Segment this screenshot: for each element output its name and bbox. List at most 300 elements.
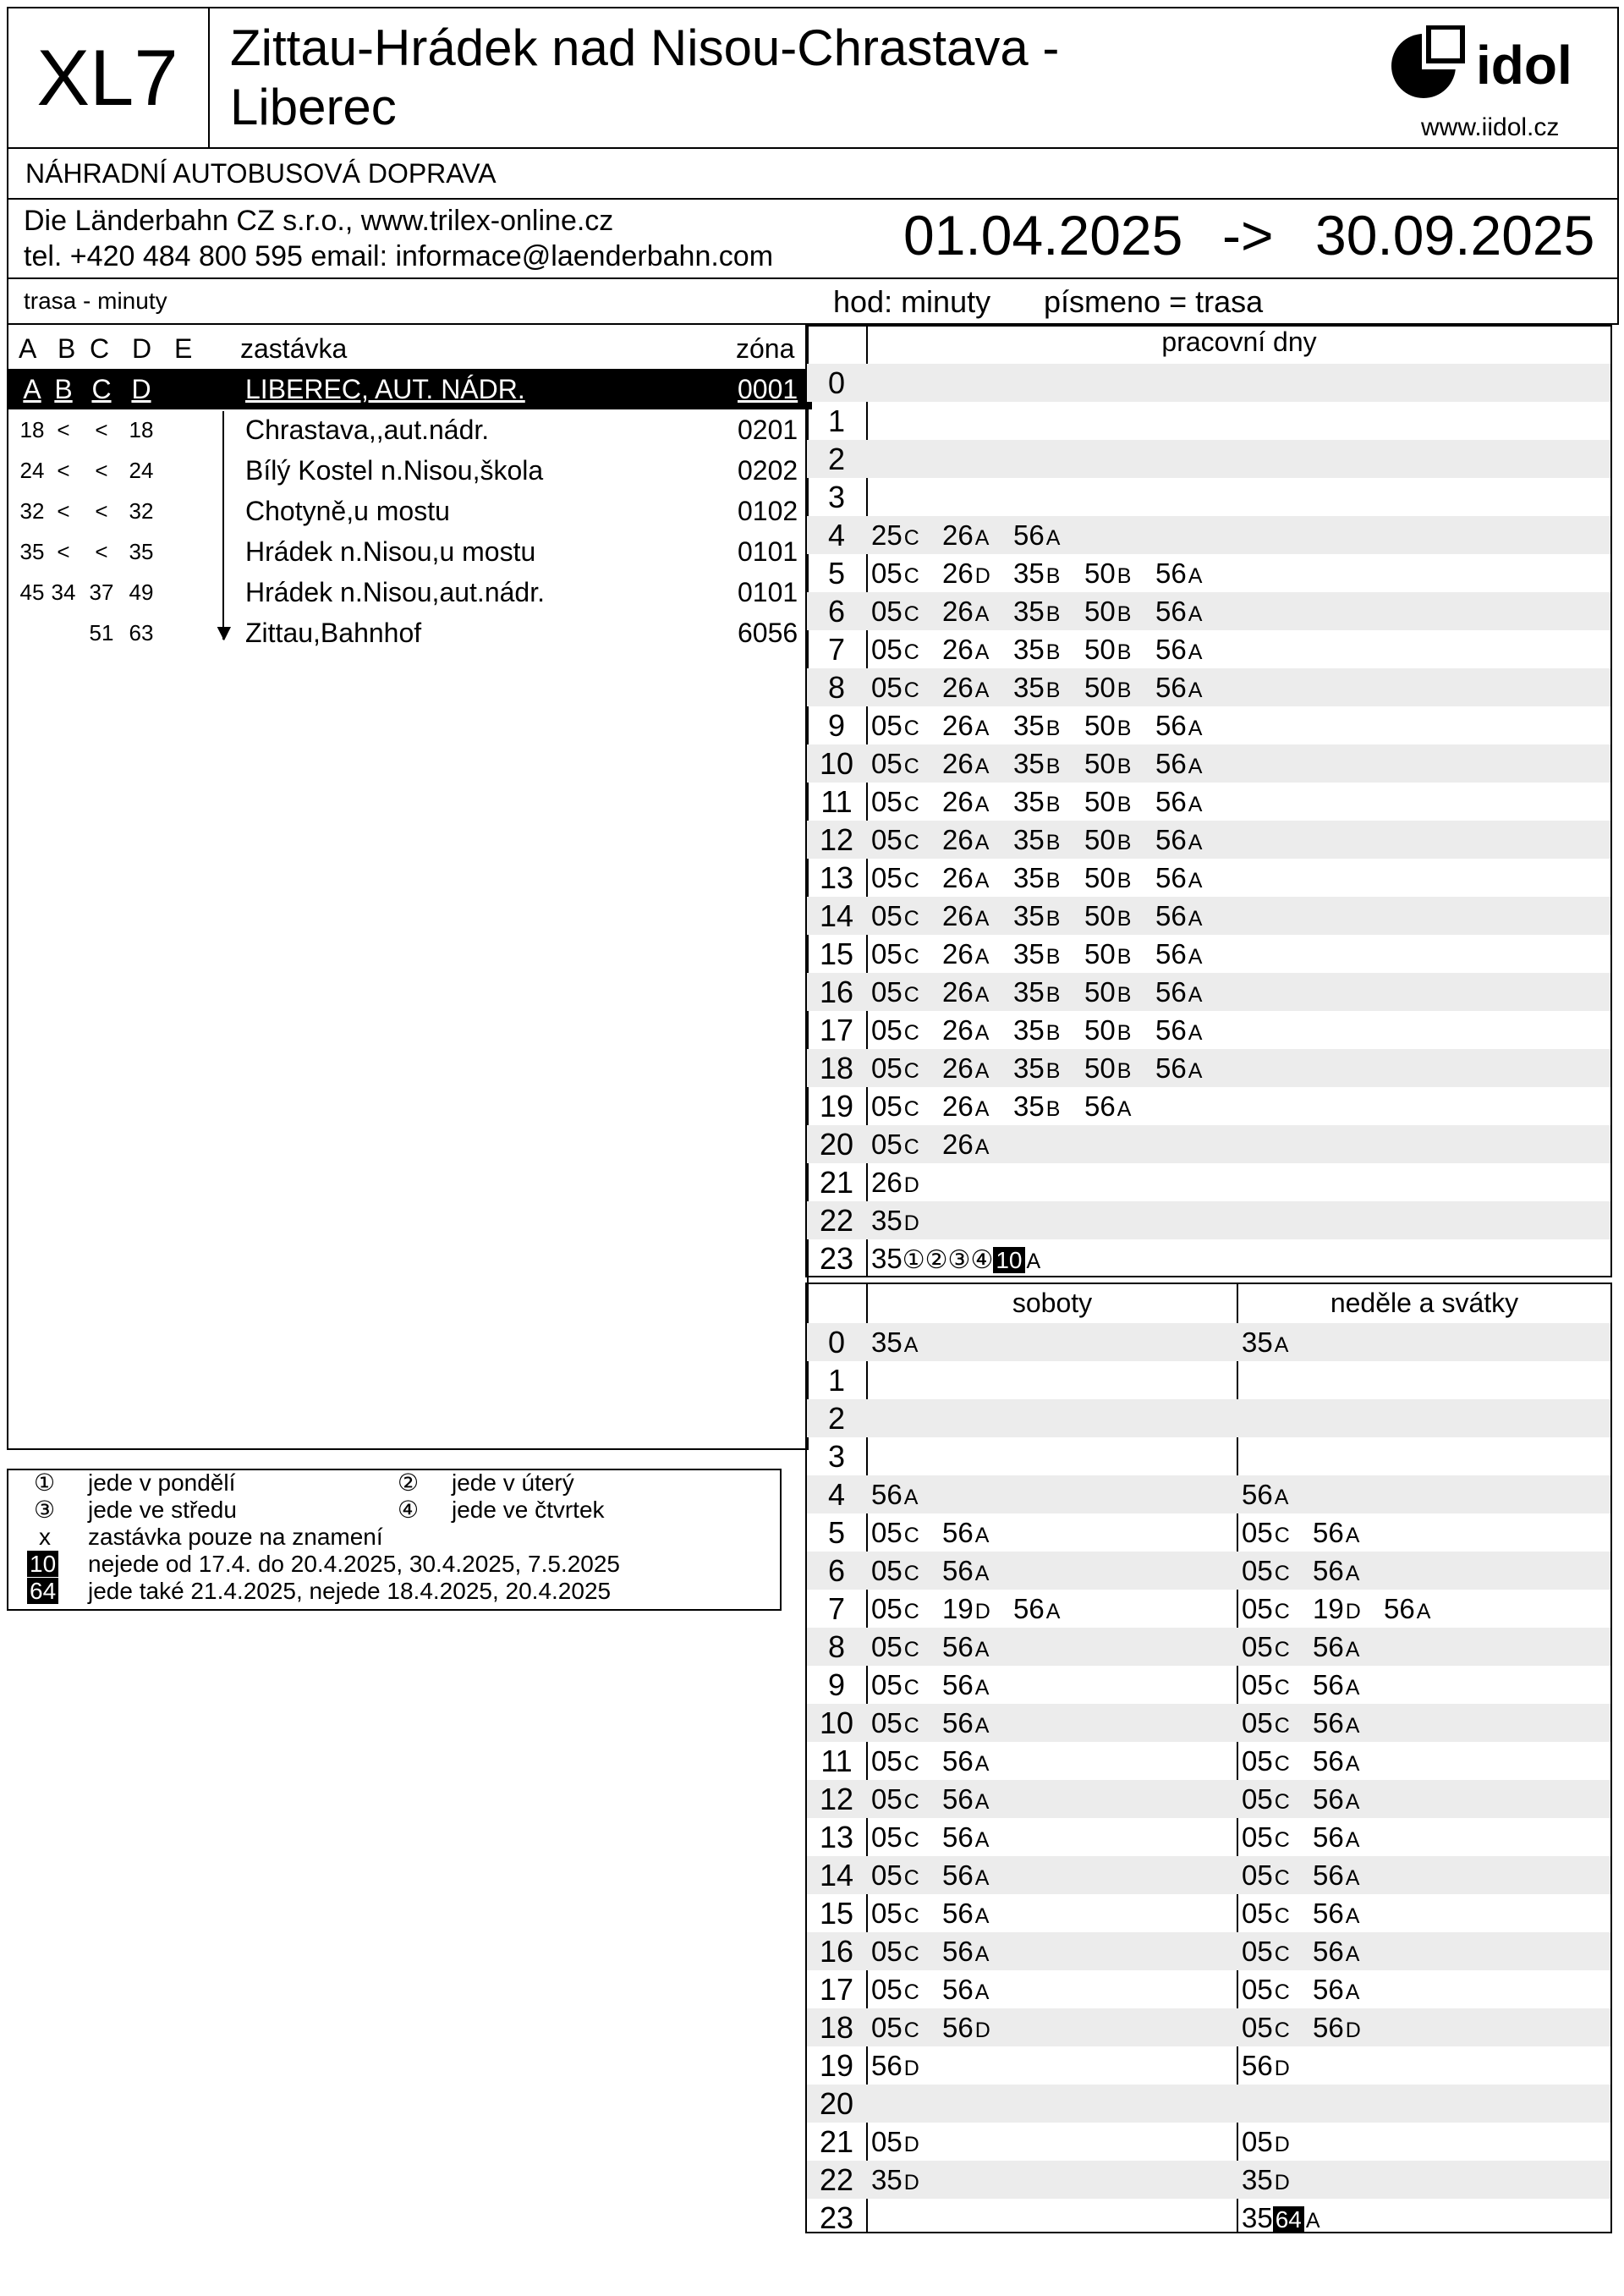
departure <box>1084 1049 1131 1090</box>
route-letter: A <box>1345 1790 1360 1814</box>
departure <box>871 935 919 976</box>
route-letter: C <box>903 1097 919 1121</box>
departure-minute: 35 <box>1013 900 1045 931</box>
weekend-row <box>807 2123 1610 2161</box>
validity-from: 01.04.2025 <box>903 204 1183 266</box>
departure-minute: 56 <box>871 1479 903 1510</box>
legend-letter-route: písmeno = trasa <box>1044 284 1264 319</box>
stop-time-c: 37 <box>89 579 114 605</box>
workday-row <box>807 364 1610 402</box>
stop-time-c: C <box>91 374 112 404</box>
departure-minute: 35 <box>1013 824 1045 855</box>
hour-label: 8 <box>827 670 846 705</box>
departure-minute: 19 <box>942 1593 974 1624</box>
departure-minute: 35 <box>871 1205 903 1236</box>
departure <box>1242 1856 1290 1898</box>
route-letter: B <box>1116 640 1132 664</box>
hour-label: 14 <box>819 898 854 933</box>
weekend-row <box>807 1323 1610 1361</box>
note-request-stop-symbol: x <box>39 1524 51 1550</box>
weekend-row <box>807 1628 1610 1666</box>
departure <box>942 706 989 748</box>
hour-label: 21 <box>819 2124 854 2159</box>
route-letter: B <box>1116 869 1132 893</box>
departure <box>871 1894 919 1936</box>
stops-header <box>8 325 807 369</box>
stop-row <box>8 409 812 450</box>
departure-minute: 05 <box>1242 1974 1273 2005</box>
departure-minute: 50 <box>1084 748 1116 779</box>
route-letter: B <box>1116 907 1132 931</box>
stop-time-d: 32 <box>129 498 154 524</box>
route-letter: A <box>974 983 990 1007</box>
departure <box>871 1856 919 1898</box>
hour-label: 17 <box>819 1013 854 1047</box>
route-letter: A <box>974 1752 990 1776</box>
departure <box>1084 821 1131 862</box>
route-letter: A <box>974 526 990 550</box>
route-title-line1: Zittau-Hrádek nad Nisou-Chrastava - <box>230 19 1060 76</box>
route-letter: A <box>974 1980 990 2004</box>
hour-label: 14 <box>819 1858 854 1892</box>
departure-minute: 05 <box>1242 1593 1273 1624</box>
departure <box>1013 1049 1060 1090</box>
departure <box>1313 1932 1359 1974</box>
departure-minute: 26 <box>942 519 974 551</box>
departure-minute: 26 <box>942 634 974 665</box>
route-letter: C <box>903 1866 919 1890</box>
departure-minute: 56 <box>1155 862 1187 893</box>
departure-minute: 05 <box>871 1631 903 1662</box>
route-letter: D <box>1274 2057 1290 2080</box>
line-code: XL7 <box>7 7 210 149</box>
departure <box>871 1970 919 2012</box>
route-letter: A <box>1188 1059 1203 1083</box>
route-letter: C <box>903 1980 919 2004</box>
departure-minute: 35 <box>1242 1327 1273 1358</box>
departure-minute: 50 <box>1084 976 1116 1008</box>
departure <box>1242 1513 1290 1555</box>
route-letter: D <box>974 1600 990 1623</box>
stop-time-d: 35 <box>129 539 154 564</box>
departure-minute: 56 <box>942 1555 974 1586</box>
route-letter: B <box>1116 1021 1132 1045</box>
departure-minute: 05 <box>871 1783 903 1815</box>
note-request-stop-text: zastávka pouze na znamení <box>88 1524 383 1550</box>
weekend-row <box>807 1666 1610 1704</box>
departure <box>1084 668 1131 710</box>
hour-label: 12 <box>819 1782 854 1816</box>
departure-minute: 26 <box>942 1129 974 1160</box>
stop-zone: 6056 <box>738 618 798 648</box>
route-letter: A <box>974 869 990 893</box>
hour-label: 17 <box>819 1972 854 2007</box>
route-letter: B <box>1045 907 1061 931</box>
departure-minute: 05 <box>1242 1859 1273 1891</box>
workday-row <box>807 935 1610 973</box>
departure-minute: 50 <box>1084 938 1116 969</box>
stop-time-c: 51 <box>89 620 114 645</box>
departure <box>942 1970 989 2012</box>
service-type: NÁHRADNÍ AUTOBUSOVÁ DOPRAVA <box>7 147 1619 200</box>
departure <box>942 1856 989 1898</box>
departure-minute: 26 <box>942 824 974 855</box>
departure-minute: 56 <box>1155 938 1187 969</box>
legend-header <box>7 277 1619 325</box>
weekend-row <box>807 1399 1610 1437</box>
route-letter: C <box>903 945 919 969</box>
departure-minute: 05 <box>1242 1517 1273 1548</box>
departure <box>942 1049 989 1090</box>
route-letter: A <box>1188 907 1203 931</box>
departure-minute: 05 <box>871 748 903 779</box>
note-wednesday-text: jede ve středu <box>88 1497 237 1523</box>
stops-panel <box>7 325 809 1450</box>
departure-minute: 35 <box>1013 1052 1045 1084</box>
departure <box>942 516 989 558</box>
departure <box>1084 897 1131 938</box>
stop-row <box>8 450 812 491</box>
departure <box>1155 668 1202 710</box>
departure <box>1084 1087 1131 1129</box>
route-title-line2: Liberec <box>230 79 397 135</box>
hour-label: 2 <box>827 442 846 476</box>
operator-line2: tel. +420 484 800 595 email: informace@laenderbahn.com <box>24 240 774 272</box>
departure <box>1313 1856 1359 1898</box>
departure <box>1013 897 1060 938</box>
weekend-row <box>807 1742 1610 1780</box>
route-letter: A <box>1026 1250 1041 1273</box>
departure <box>871 1742 919 1783</box>
route-letter: A <box>1345 1676 1360 1700</box>
departure <box>1384 1590 1430 1631</box>
hour-label: 8 <box>827 1629 846 1664</box>
weekend-row <box>807 1361 1610 1399</box>
route-letter: C <box>1274 1790 1290 1814</box>
weekend-row <box>807 2008 1610 2046</box>
stop-time-b: < <box>57 458 70 483</box>
route-letter: B <box>1045 717 1061 740</box>
weekend-row <box>807 1437 1610 1475</box>
route-letter: A <box>974 1676 990 1700</box>
hour-label: 11 <box>820 784 853 819</box>
departure-minute: 35 <box>871 2164 903 2195</box>
departure <box>1313 1628 1359 1669</box>
departure-minute: 56 <box>871 2050 903 2081</box>
route-letter: A <box>974 1828 990 1852</box>
departure-minute: 56 <box>942 1631 974 1662</box>
route-letter: A <box>974 755 990 778</box>
route-letter: A <box>974 717 990 740</box>
route-letter: B <box>1045 793 1061 816</box>
departure-minute: 35 <box>871 1327 903 1358</box>
departure <box>871 2123 919 2164</box>
stop-time-c: < <box>95 498 108 524</box>
departure-minute: 56 <box>942 1783 974 1815</box>
workday-row <box>807 1011 1610 1049</box>
stop-time-b: 34 <box>51 579 76 605</box>
departure-minute: 56 <box>942 1745 974 1777</box>
departure-minute: 05 <box>1242 1745 1273 1777</box>
route-letter: B <box>1116 564 1132 588</box>
hour-label: 6 <box>827 1553 846 1588</box>
route-letter: A <box>1045 1600 1061 1623</box>
departure-minute: 05 <box>871 1974 903 2005</box>
saturday-title: soboty <box>1012 1288 1093 1318</box>
hour-label: 20 <box>819 1127 854 1162</box>
workdays-title: pracovní dny <box>1161 327 1317 357</box>
hour-label: 7 <box>827 1591 846 1626</box>
route-letter: A <box>1188 945 1203 969</box>
workday-row <box>807 859 1610 897</box>
departure-minute: 26 <box>942 862 974 893</box>
col-e-header: E <box>174 333 193 364</box>
hour-label: 9 <box>827 1667 846 1702</box>
departure-minute: 56 <box>1155 1052 1187 1084</box>
workday-row <box>807 1049 1610 1087</box>
note-tuesday-text: jede v úterý <box>452 1469 574 1496</box>
departure <box>942 1628 989 1669</box>
route-letter: C <box>903 1942 919 1966</box>
departure-minute: 56 <box>1155 634 1187 665</box>
workday-row <box>807 402 1610 440</box>
departure-minute: 26 <box>942 976 974 1008</box>
route-letter: A <box>1188 1021 1203 1045</box>
stop-zone: 0001 <box>738 374 798 404</box>
departure-minute: 35 <box>1013 596 1045 627</box>
route-letter: B <box>1116 678 1132 702</box>
departure-minute: 35 <box>1013 1014 1045 1046</box>
departure <box>942 859 989 900</box>
departure <box>1155 554 1202 596</box>
hour-label: 11 <box>820 1744 853 1778</box>
stop-zone: 0101 <box>738 536 798 567</box>
departure <box>942 935 989 976</box>
departure <box>1313 1742 1359 1783</box>
departure-minute: 50 <box>1084 786 1116 817</box>
departure-minute: 05 <box>871 1517 903 1548</box>
departure-minute: 35 <box>1013 672 1045 703</box>
hour-label: 1 <box>827 1363 846 1398</box>
departure-minute: 05 <box>871 1859 903 1891</box>
weekend-row <box>807 1590 1610 1628</box>
departure <box>1242 1742 1290 1783</box>
departure-minute: 05 <box>871 1936 903 1967</box>
departure-minute: 35 <box>1013 862 1045 893</box>
departure-minute: 35 <box>1013 786 1045 817</box>
route-letter: A <box>1188 869 1203 893</box>
hour-label: 2 <box>827 1401 846 1436</box>
departure <box>1242 2199 1320 2240</box>
stop-zone: 0201 <box>738 415 798 445</box>
route-letter: C <box>1274 1752 1290 1776</box>
departure <box>1242 2008 1290 2050</box>
route-letter: A <box>1188 793 1203 816</box>
departure-minute: 05 <box>871 1898 903 1929</box>
workday-row <box>807 440 1610 478</box>
hour-label: 7 <box>827 632 846 667</box>
departure <box>942 630 989 672</box>
departure-minute: 05 <box>871 710 903 741</box>
departure <box>871 554 919 596</box>
departure <box>942 1932 989 1974</box>
departure-minute: 05 <box>871 1052 903 1084</box>
route-letter: D <box>903 2133 919 2156</box>
route-letter: A <box>974 793 990 816</box>
departure-minute: 05 <box>871 1090 903 1122</box>
departure-minute: 56 <box>942 1859 974 1891</box>
hour-label: 16 <box>819 1934 854 1969</box>
departure <box>942 821 989 862</box>
stop-time-c: < <box>95 458 108 483</box>
route-letter: A <box>974 1942 990 1966</box>
departure-minute: 56 <box>1384 1593 1415 1624</box>
departure <box>942 897 989 938</box>
route-letter: D <box>903 1211 919 1235</box>
departure-minute: 56 <box>1313 1555 1344 1586</box>
workday-row <box>807 516 1610 554</box>
departure <box>871 592 919 634</box>
route-letter: A <box>903 1486 919 1509</box>
departure-minute: 05 <box>871 1669 903 1700</box>
route-letter: C <box>903 983 919 1007</box>
departure-minute: 05 <box>1242 1898 1273 1929</box>
departure <box>871 1628 919 1669</box>
hour-label: 1 <box>827 404 846 438</box>
departure-minute: 25 <box>871 519 903 551</box>
route-letter: C <box>903 678 919 702</box>
weekend-row <box>807 1704 1610 1742</box>
route-letter: A <box>1305 2209 1320 2233</box>
route-letter: C <box>1274 1562 1290 1585</box>
departure <box>1313 1780 1359 1821</box>
route-letter: B <box>1045 869 1061 893</box>
departure <box>1013 783 1060 824</box>
departure <box>1313 1666 1359 1707</box>
hour-label: 10 <box>819 1706 854 1740</box>
departure <box>1084 973 1131 1014</box>
route-letter: C <box>903 640 919 664</box>
route-letter: C <box>903 1790 919 1814</box>
route-title <box>211 7 1311 149</box>
stop-time-a: 18 <box>19 417 45 442</box>
departure <box>871 1239 1040 1281</box>
note-tuesday-symbol: ② <box>398 1469 420 1496</box>
departure-minute: 05 <box>871 2012 903 2043</box>
route-letter: A <box>1416 1600 1431 1623</box>
weekday-mark: ① <box>902 1246 925 1274</box>
departure <box>1084 783 1131 824</box>
route-letter: B <box>1045 640 1061 664</box>
departure-minute: 05 <box>871 596 903 627</box>
route-letter: A <box>1188 983 1203 1007</box>
departure-minute: 26 <box>942 1090 974 1122</box>
departure-minute: 05 <box>871 1014 903 1046</box>
departure <box>942 1513 989 1555</box>
route-letter: C <box>903 564 919 588</box>
departure-minute: 05 <box>1242 1669 1273 1700</box>
route-letter: A <box>1188 564 1203 588</box>
hour-label: 10 <box>819 746 854 781</box>
departure <box>871 1780 919 1821</box>
departure <box>1313 1552 1359 1593</box>
departure-minute: 56 <box>1313 1859 1344 1891</box>
direction-arrow-icon: ▼ <box>212 619 236 645</box>
route-letter: A <box>974 1714 990 1738</box>
workday-row <box>807 897 1610 935</box>
departure-minute: 50 <box>1084 672 1116 703</box>
departure <box>1155 973 1202 1014</box>
route-letter: A <box>1345 1904 1360 1928</box>
departure <box>1242 1552 1290 1593</box>
departure <box>871 2161 919 2202</box>
departure <box>871 1323 918 1365</box>
departure <box>1013 1011 1060 1052</box>
departure-minute: 56 <box>942 1936 974 1967</box>
route-letter: A <box>974 1524 990 1547</box>
departure <box>1084 744 1131 786</box>
route-letter: A <box>974 1638 990 1662</box>
departure <box>1013 630 1060 672</box>
hour-label: 3 <box>827 480 846 514</box>
departure <box>1155 859 1202 900</box>
departure-minute: 05 <box>871 786 903 817</box>
route-letter: C <box>903 1059 919 1083</box>
route-letter: A <box>974 1135 990 1159</box>
departure <box>871 783 919 824</box>
route-letter: C <box>903 793 919 816</box>
departure-minute: 35 <box>1013 748 1045 779</box>
departure-minute: 50 <box>1084 634 1116 665</box>
route-letter: C <box>903 869 919 893</box>
departure <box>942 1590 990 1631</box>
departure <box>942 1742 989 1783</box>
departure-minute: 56 <box>1155 900 1187 931</box>
note-monday-symbol: ① <box>34 1469 56 1496</box>
departure <box>1013 668 1060 710</box>
stop-row <box>8 369 812 409</box>
route-letter: B <box>1045 831 1061 854</box>
workday-row <box>807 630 1610 668</box>
departure-minute: 35 <box>1013 938 1045 969</box>
route-letter: B <box>1045 602 1061 626</box>
departure <box>1155 783 1202 824</box>
departure <box>871 821 919 862</box>
departure-minute: 05 <box>1242 1821 1273 1853</box>
note-box: 64 <box>1273 2206 1304 2233</box>
hour-label: 19 <box>819 2048 854 2083</box>
hour-label: 5 <box>827 1515 846 1550</box>
departure <box>871 1818 919 1859</box>
route-letter: B <box>1116 945 1132 969</box>
route-letter: C <box>903 1714 919 1738</box>
workday-row <box>807 668 1610 706</box>
departure <box>942 1666 989 1707</box>
departure <box>942 744 989 786</box>
route-letter: A <box>1188 602 1203 626</box>
hour-label: 22 <box>819 1203 854 1238</box>
weekend-row <box>807 1894 1610 1932</box>
route-letter: C <box>1274 1600 1290 1623</box>
route-letter: D <box>1345 2019 1361 2042</box>
departure <box>1155 744 1202 786</box>
workday-row <box>807 821 1610 859</box>
departure <box>871 1011 919 1052</box>
departure <box>1242 2161 1290 2202</box>
route-letter: D <box>1274 2171 1290 2194</box>
departure-minute: 56 <box>1155 558 1187 589</box>
stop-time-d: 18 <box>129 417 154 442</box>
